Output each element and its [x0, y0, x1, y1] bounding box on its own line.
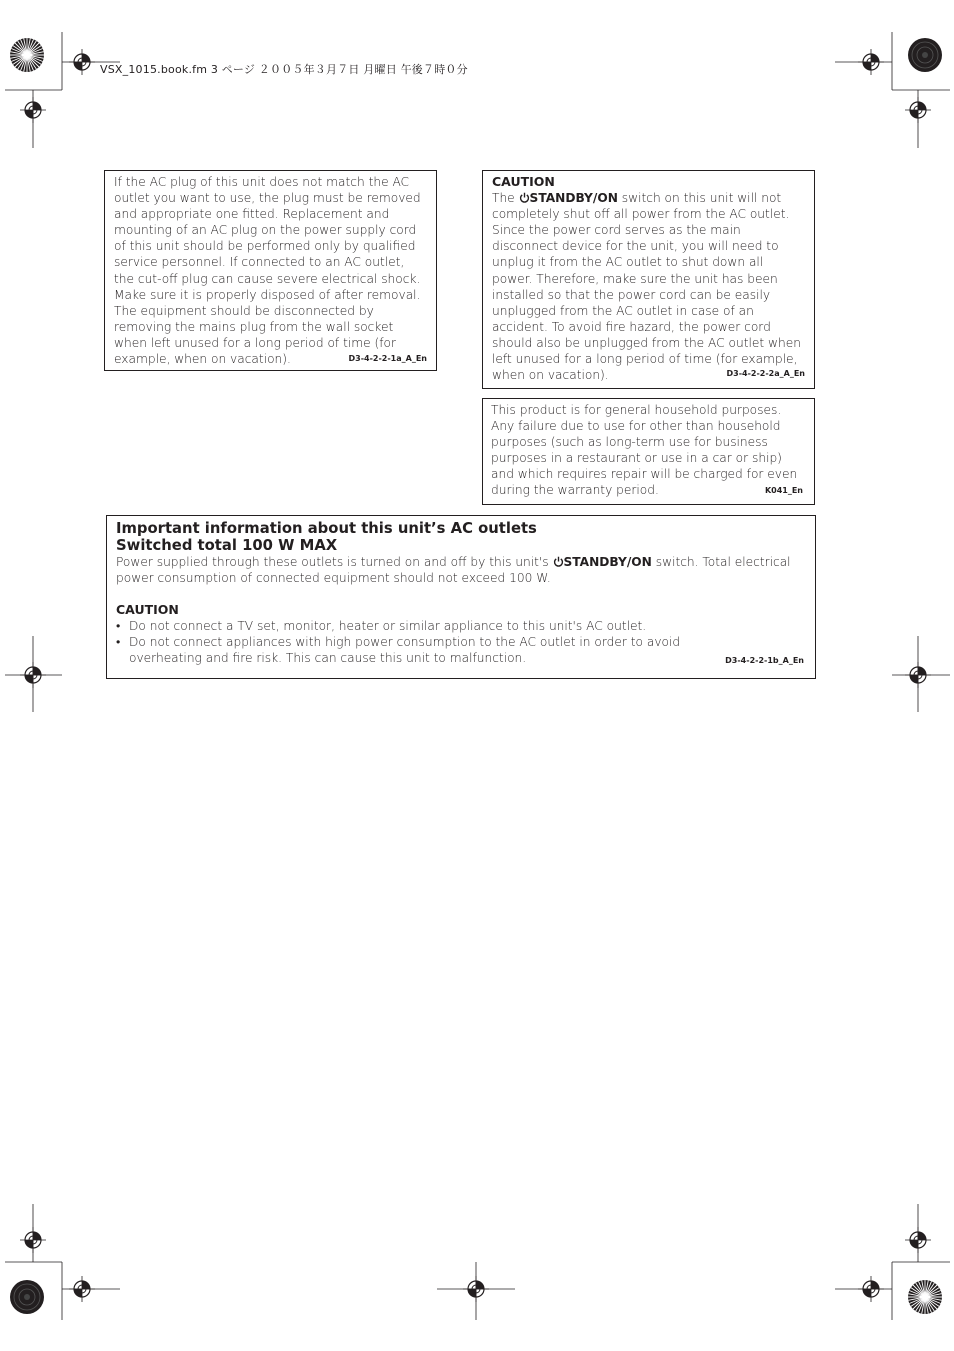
ac-outlets-notice	[106, 515, 816, 679]
caution-standby-notice	[482, 170, 815, 389]
outlets-body-post: switch. Total electrical power consumption of connected equipment should not exceed 100 W.	[116, 555, 791, 586]
caution-text-post: switch on this unit will not completely shut off all power from the AC outlet. Since the power cord serves as the main disconnect device for the unit, you will need to unplug it from the AC outlet to shut down all power. Therefore, make sure the unit has been installed so that the power cord can be easily unplugged from the AC outlet in case of an accident. To avoid fire hazard, the power cord should also be unplugged from the AC outlet when left unused for a long period of time (for example, when on vacation).	[492, 191, 801, 383]
doc-code: D3-4-2-2-1a_A_En	[348, 354, 427, 363]
doc-code: K041_En	[764, 486, 803, 495]
standby-on-label: STANDBY/ON	[563, 555, 652, 569]
standby-on-label: STANDBY/ON	[529, 191, 618, 206]
ac-outlets-body	[116, 554, 805, 586]
power-standby-icon	[519, 191, 530, 205]
caution-text-pre: The	[492, 191, 519, 206]
caution-standby-text	[492, 190, 806, 383]
caution-heading: CAUTION	[492, 174, 555, 189]
outlets-body-pre: Power supplied through these outlets is turned on and off by this unit's	[116, 555, 553, 569]
household-text: This product is for general household purposes. Any failure due to use for other than household purposes (such as long-term use for business purposes in a restaurant or use in a car or ship) and which requires repair will be charged for even during the warranty period.	[491, 403, 798, 498]
ac-outlets-subtitle: Switched total 100 W MAX	[116, 537, 338, 554]
ac-plug-notice	[104, 170, 437, 371]
ac-plug-paragraph-2-text: The equipment should be disconnected by removing the mains plug from the wall socket when left unused for a long period of time (for example, when on vacation).	[114, 303, 397, 367]
ac-outlets-title: Important information about this unit’s AC outlets	[116, 520, 537, 537]
caution-heading: CAUTION	[116, 602, 179, 618]
doc-code: D3-4-2-2-2a_A_En	[726, 369, 805, 378]
power-standby-icon	[553, 555, 564, 569]
caution-bullet: • Do not connect a TV set, monitor, heater or similar appliance to this unit's AC outlet.	[116, 618, 805, 634]
caution-bullet: • Do not connect appliances with high power consumption to the AC outlet in order to avoid overheating and fire risk. This can cause this unit to malfunction.	[116, 634, 805, 666]
ac-plug-paragraph-1: If the AC plug of this unit does not match the AC outlet you want to use, the plug must be removed and appropriate one fitted. Replacement and mounting of an AC plug on the power supply cord of this unit should be performed only by qualified service personnel. If connected to an AC outlet, the cut-off plug can cause severe electrical shock. Make sure it is properly disposed of after removal.	[114, 175, 421, 302]
file-header-line: VSX_1015.book.fm 3 ページ ２００５年３月７日 月曜日 午後７時０分	[100, 63, 468, 76]
doc-code: D3-4-2-2-1b_A_En	[725, 656, 804, 665]
household-use-notice	[482, 398, 815, 505]
